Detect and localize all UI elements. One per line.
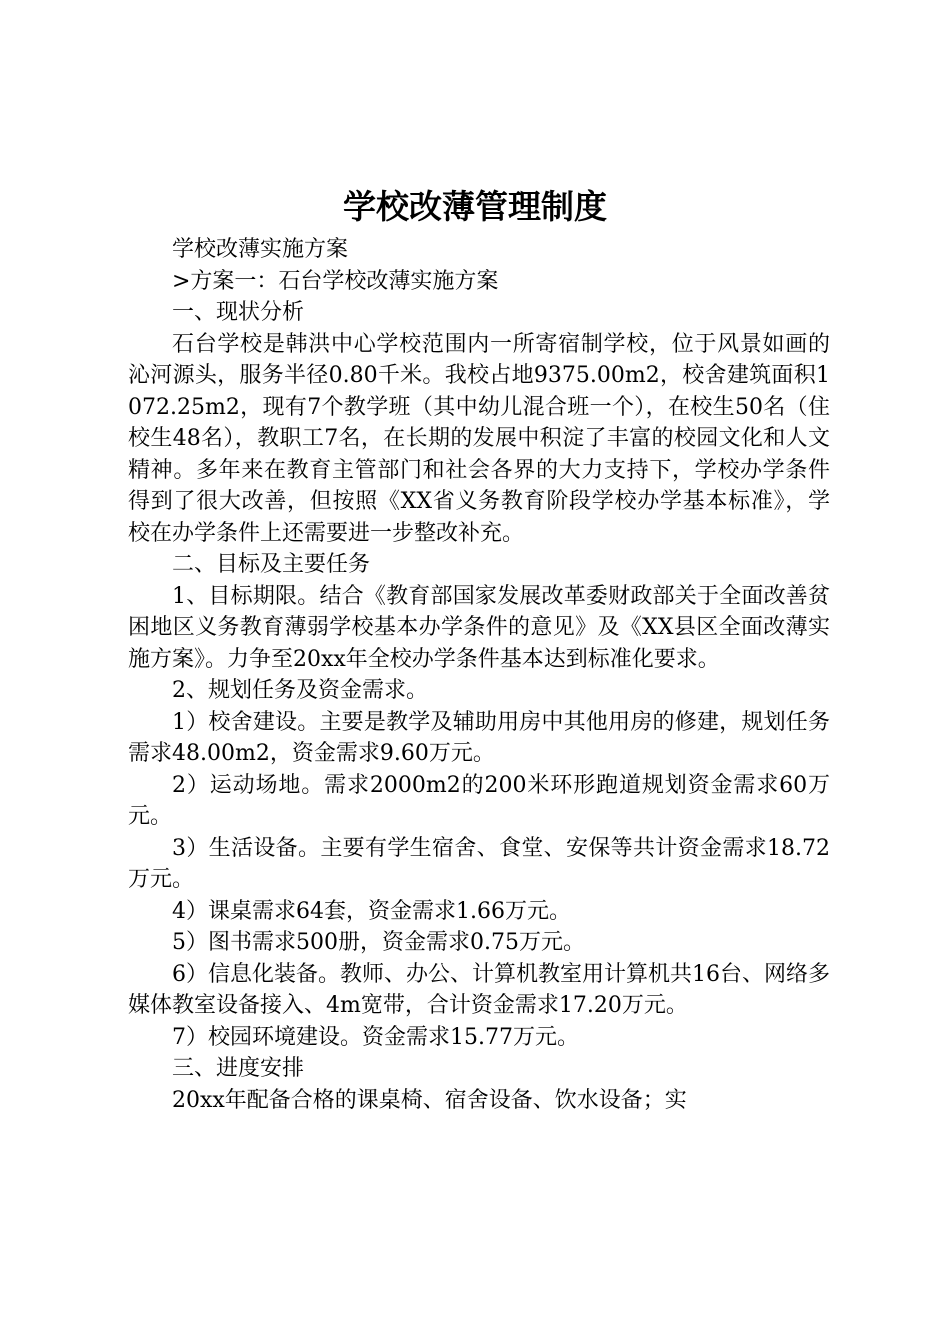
document-body: [128, 234, 830, 1116]
section-heading-goals: 二、目标及主要任务: [172, 552, 371, 577]
document-title: 学校改薄管理制度: [343, 187, 607, 226]
paragraph-item-campus-environment: 7）校园环境建设。资金需求15.77万元。: [172, 1024, 579, 1050]
paragraph-plan-one: >方案一：石台学校改薄实施方案: [172, 268, 499, 294]
paragraph-plan-heading: 学校改薄实施方案: [172, 237, 349, 262]
paragraph-schedule: 20xx年配备合格的课桌椅、宿舍设备、饮水设备；实: [172, 1087, 687, 1113]
paragraph-item-desks: 4）课桌需求64套，资金需求1.66万元。: [172, 898, 571, 924]
paragraph-planning-tasks: 2、规划任务及资金需求。: [172, 678, 428, 703]
section-heading-status: 一、现状分析: [172, 300, 305, 325]
paragraph-goal-period: 1、目标期限。结合《教育部国家发展改革委财政部关于全面改善贫困地区义务教育薄弱学校基本办学条件的意见》及《XX县区全面改薄实施方案》。力争至20xx年全校办学条件基本达到标准化要求。: [128, 583, 830, 672]
paragraph-item-sports-field: 2）运动场地。需求2000m2的200米环形跑道规划资金需求60万元。: [128, 772, 830, 829]
paragraph-item-school-buildings: 1）校舍建设。主要是教学及辅助用房中其他用房的修建，规划任务需求48.00m2，资金需求9.60万元。: [128, 709, 830, 766]
paragraph-item-living-equipment: 3）生活设备。主要有学生宿舍、食堂、安保等共计资金需求18.72万元。: [128, 835, 830, 892]
paragraph-item-it-equipment: 6）信息化装备。教师、办公、计算机教室用计算机共16台、网络多媒体教室设备接入、4m宽带，合计资金需求17.20万元。: [128, 961, 830, 1018]
paragraph-status-analysis: 石台学校是韩洪中心学校范围内一所寄宿制学校，位于风景如画的沁河源头，服务半径0.80千米。我校占地9375.00m2，校舍建筑面积1072.25m2，现有7个教学班（其中幼儿混合班一个），在校生50名（住校生48名），教职工7名，在长期的发展中积淀了丰富的校园文化和人文精神。多年来在教育主管部门和社会各界的大力支持下，学校办学条件得到了很大改善，但按照《XX省义务教育阶段学校办学基本标准》，学校在办学条件上还需要进一步整改补充。: [128, 331, 830, 546]
paragraph-item-books: 5）图书需求500册，资金需求0.75万元。: [172, 930, 585, 955]
section-heading-schedule: 三、进度安排: [172, 1056, 305, 1081]
